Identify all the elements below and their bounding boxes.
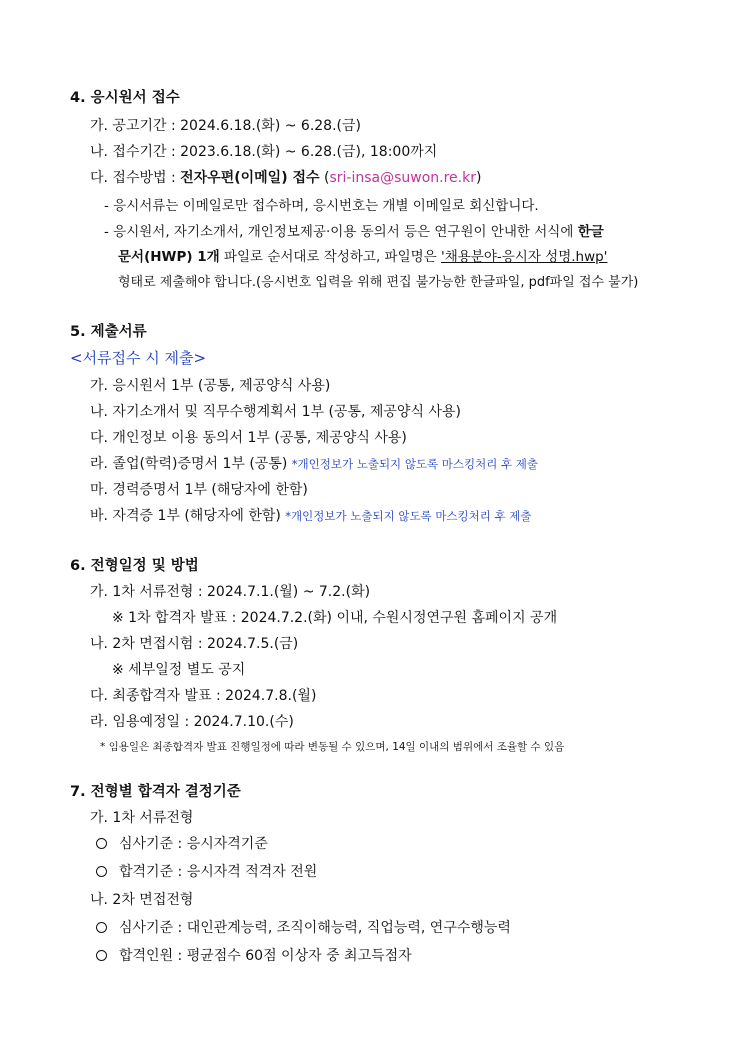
receipt-note-4: 형태로 제출해야 합니다.(응시번호 입력을 위해 편집 불가능한 한글파일, pdf파일 접수 불가) — [118, 275, 639, 290]
announce-period: 가. 공고기간 : 2024.6.18.(화) ~ 6.28.(금) — [90, 118, 361, 134]
receipt-method — [90, 168, 481, 188]
email-link[interactable]: sri-insa@suwon.re.kr — [329, 170, 476, 186]
receipt-note-2 — [104, 222, 604, 242]
receipt-note-1: - 응시서류는 이메일로만 접수하며, 응시번호는 개별 이메일로 회신합니다. — [104, 198, 539, 214]
first-screening: 가. 1차 서류전형 : 2024.7.1.(월) ~ 7.2.(화) — [90, 584, 371, 600]
masking-note-1: *개인정보가 노출되지 않도록 마스킹처리 후 제출 — [291, 457, 538, 471]
criteria-a1-text: 심사기준 : 응시자격기준 — [119, 836, 268, 852]
filename-format: '채용분야-응시자 성명.hwp' — [441, 249, 608, 265]
criteria-b1-text: 심사기준 : 대인관계능력, 조직이해능력, 직업능력, 연구수행능력 — [119, 920, 511, 936]
doc-item-5: 마. 경력증명서 1부 (해당자에 한함) — [90, 482, 308, 498]
doc-item-2: 나. 자기소개서 및 직무수행계획서 1부 (공통, 제공양식 사용) — [90, 404, 461, 420]
section-5-title: 5. 제출서류 — [70, 324, 147, 340]
doc-item-3: 다. 개인정보 이용 동의서 1부 (공통, 제공양식 사용) — [90, 430, 407, 446]
criteria-b2-text: 합격인원 : 평균점수 60점 이상자 중 최고득점자 — [119, 948, 412, 964]
receipt-method-label: 다. 접수방법 : — [90, 170, 181, 186]
criteria-a2-text: 합격기준 : 응시자격 적격자 전원 — [119, 864, 318, 880]
section-4-title: 4. 응시원서 접수 — [70, 90, 180, 106]
section-7-title: 7. 전형별 합격자 결정기준 — [70, 784, 241, 800]
receipt-note-3-text: 파일로 순서대로 작성하고, 파일명은 — [219, 249, 442, 265]
appointment-note: * 임용일은 최종합격자 발표 진행일정에 따라 변동될 수 있으며, 14일 이내의 범위에서 조율할 수 있음 — [100, 741, 565, 753]
criteria-b2 — [96, 946, 412, 966]
doc-item-4-text: 라. 졸업(학력)증명서 1부 (공통) — [90, 456, 292, 472]
circle-bullet-icon — [96, 838, 107, 849]
receipt-note-2-text: - 응시원서, 자기소개서, 개인정보제공·이용 동의서 등은 연구원이 안내한 서식에 — [104, 224, 578, 240]
first-result-note: ※ 1차 합격자 발표 : 2024.7.2.(화) 이내, 수원시정연구원 홈페이지 공개 — [112, 610, 558, 626]
email-open: ( — [319, 170, 330, 186]
receipt-note-2-bold: 한글 — [577, 224, 604, 240]
doc-item-4 — [90, 454, 538, 474]
section-5-subtitle: <서류접수 시 제출> — [70, 349, 207, 367]
receipt-period: 나. 접수기간 : 2023.6.18.(화) ~ 6.28.(금), 18:00까지 — [90, 144, 438, 160]
second-interview-criteria: 나. 2차 면접전형 — [90, 892, 194, 908]
second-interview: 나. 2차 면접시험 : 2024.7.5.(금) — [90, 636, 299, 652]
doc-item-6-text: 바. 자격증 1부 (해당자에 한함) — [90, 508, 286, 524]
final-announcement: 다. 최종합격자 발표 : 2024.7.8.(월) — [90, 688, 317, 704]
email-close: ) — [475, 170, 482, 186]
section-6-title: 6. 전형일정 및 방법 — [70, 558, 199, 574]
appointment-date: 라. 임용예정일 : 2024.7.10.(수) — [90, 714, 294, 730]
circle-bullet-icon — [96, 922, 107, 933]
schedule-note: ※ 세부일정 별도 공지 — [112, 662, 246, 678]
receipt-note-3 — [118, 247, 607, 267]
doc-item-1: 가. 응시원서 1부 (공통, 제공양식 사용) — [90, 378, 331, 394]
criteria-a2 — [96, 862, 317, 882]
doc-item-6 — [90, 506, 532, 526]
circle-bullet-icon — [96, 866, 107, 877]
circle-bullet-icon — [96, 950, 107, 961]
receipt-method-bold: 전자우편(이메일) 접수 — [180, 170, 320, 186]
receipt-note-3-bold: 문서(HWP) 1개 — [118, 249, 220, 265]
criteria-b1 — [96, 918, 511, 938]
first-screening-criteria: 가. 1차 서류전형 — [90, 810, 194, 826]
masking-note-2: *개인정보가 노출되지 않도록 마스킹처리 후 제출 — [285, 509, 532, 523]
criteria-a1 — [96, 834, 268, 854]
